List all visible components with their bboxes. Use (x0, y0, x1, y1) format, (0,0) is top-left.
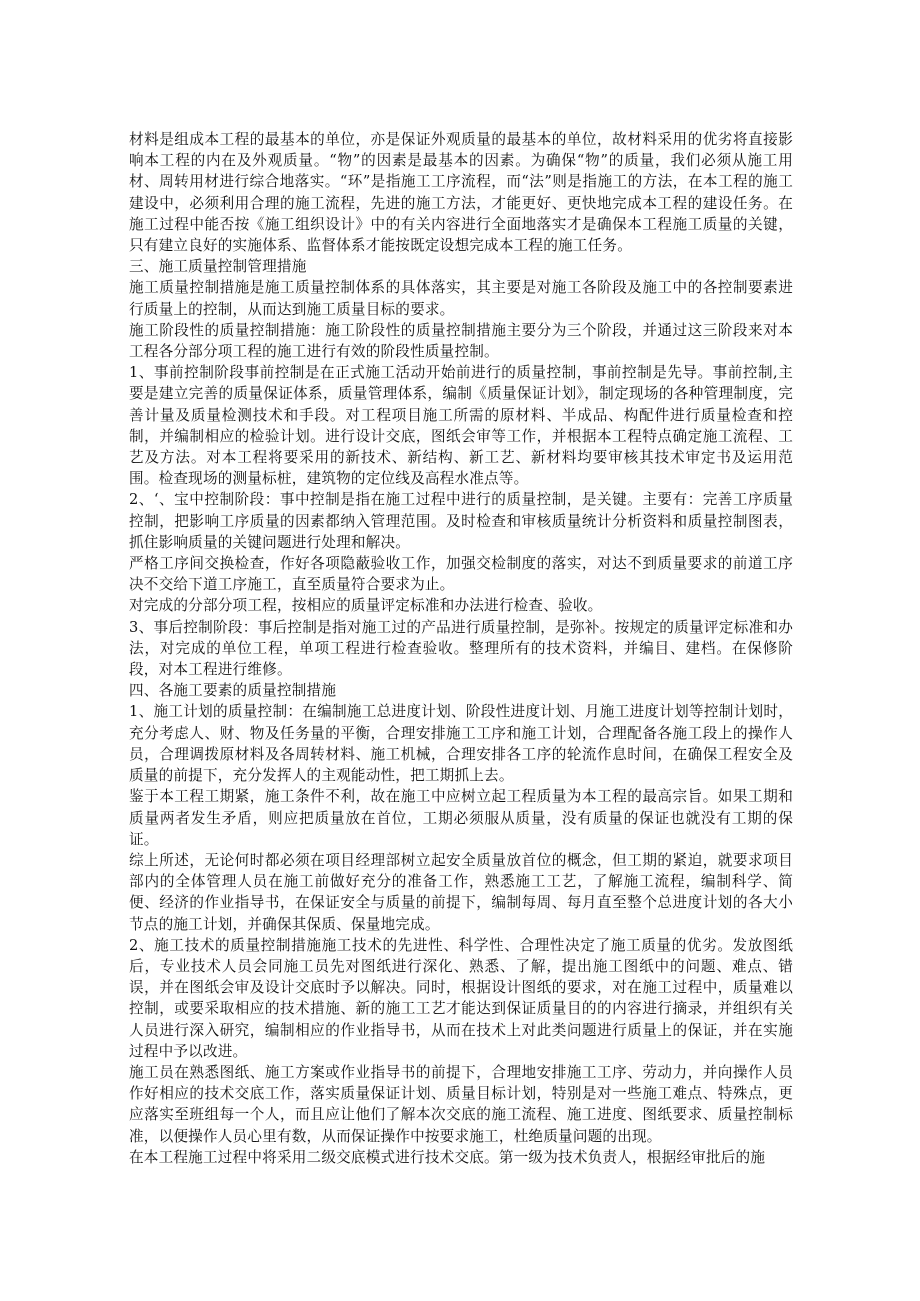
paragraph-in-process-control: 2、‘、宝中控制阶段：事中控制是指在施工过程中进行的质量控制，是关键。主要有：完善工序质量控制，把影响工序质量的因素都纳入管理范围。及时检查和审核质量统计分析资料和质量控制图表，抓住影响质量的关键问题进行处理和解决。 (129, 491, 793, 551)
paragraph-quality-first: 鉴于本工程工期紧，施工条件不利，故在施工中应树立起工程质量为本工程的最高宗旨。如果工期和质量两者发生矛盾，则应把质量放在首位，工期必须服从质量，没有质量的保证也就没有工期的保证。 (129, 788, 793, 848)
section-heading-3: 三、施工质量控制管理措施 (129, 258, 307, 276)
paragraph-summary: 综上所述，无论何时都必须在项目经理部树立起安全质量放首位的概念，但工期的紧迫，就要求项目部内的全体管理人员在施工前做好充分的准备工作，熟悉施工工艺，了解施工流程，编制科学、简便、经济的作业指导书，在保证安全与质量的前提下，编制每周、每月直至整个总进度计划的各大小节点的施工计划，并确保其保质、保量地完成。 (129, 851, 793, 933)
paragraph-schedule-quality: 1、施工计划的质量控制：在编制施工总进度计划、阶段性进度计划、月施工进度计划等控制计划时，充分考虑人、财、物及任务量的平衡，合理安排施工工序和施工计划，合理配备各施工段上的操作人员，合理调拨原材料及各周转材料、施工机械，合理安排各工序的轮流作息时间，在确保工程安全及质量的前提下，充分发挥人的主观能动性，把工期抓上去。 (129, 703, 793, 785)
paragraph-phase-control: 施工阶段性的质量控制措施：施工阶段性的质量控制措施主要分为三个阶段，并通过这三阶段来对本工程各分部分项工程的施工进行有效的阶段性质量控制。 (129, 321, 793, 361)
paragraph-acceptance: 对完成的分部分项工程，按相应的质量评定标准和办法进行检查、验收。 (129, 597, 603, 615)
paragraph-materials-environment-method: 材料是组成本工程的最基本的单位，亦是保证外观质量的最基本的单位，故材料采用的优劣将直接影响本工程的内在及外观质量。“物”的因素是最基本的因素。为确保“物”的质量，我们必须从施工用材、周转用材进行综合地落实。“环”是指施工工序流程，而“法”则是指施工的方法，在本工程的施工建设中，必须利用合理的施工流程，先进的施工方法，才能更好、更快地完成本工程的建设任务。在施工过程中能否按《施工组织设计》中的有关内容进行全面地落实才是确保本工程施工质量的关键，只有建立良好的实施体系、监督体系才能按既定设想完成本工程的施工任务。 (129, 131, 793, 255)
paragraph-quality-control-measures: 施工质量控制措施是施工质量控制体系的具体落实，其主要是对施工各阶段及施工中的各控制要素进行质量上的控制，从而达到施工质量目标的要求。 (129, 279, 793, 318)
section-heading-4: 四、各施工要素的质量控制措施 (129, 682, 337, 700)
paragraph-two-level-briefing: 在本工程施工过程中将采用二级交底模式进行技术交底。第一级为技术负责人，根据经审批后的施 (129, 1148, 766, 1166)
paragraph-pre-control: 1、事前控制阶段事前控制是在正式施工活动开始前进行的质量控制，事前控制是先导。事前控制,主要是建立完善的质量保证体系，质量管理体系，编制《质量保证计划》，制定现场的各种管理制度，完善计量及质量检测技术和手段。对工程项目施工所需的原材料、半成品、构配件进行质量检查和控制，并编制相应的检验计划。进行设计交底，图纸会审等工作，并根据本工程特点确定施工流程、工艺及方法。对本工程将要采用的新技术、新结构、新工艺、新材料均要审核其技术审定书及运用范围。检查现场的测量标桩，建筑物的定位线及高程水准点等。 (129, 364, 793, 488)
document-page (129, 129, 793, 1168)
paragraph-handover-inspection: 严格工序间交换检查，作好各项隐蔽验收工作，加强交检制度的落实，对达不到质量要求的前道工序决不交给下道工序施工，直至质量符合要求为止。 (129, 555, 793, 594)
paragraph-technical-briefing: 施工员在熟悉图纸、施工方案或作业指导书的前提下，合理地安排施工工序、劳动力，并向操作人员作好相应的技术交底工作，落实质量保证计划、质量目标计划，特别是对一些施工难点、特殊点，更应落实至班组每一个人，而且应让他们了解本次交底的施工流程、施工进度、图纸要求、质量控制标准，以便操作人员心里有数，从而保证操作中按要求施工，杜绝质量问题的出现。 (129, 1063, 793, 1145)
paragraph-technical-quality: 2、施工技术的质量控制措施施工技术的先进性、科学性、合理性决定了施工质量的优劣。发放图纸后，专业技术人员会同施工员先对图纸进行深化、熟悉、了解，提出施工图纸中的问题、难点、错误，并在图纸会审及设计交底时予以解决。同时，根据设计图纸的要求，对在施工过程中，质量难以控制，或要采取相应的技术措施、新的施工工艺才能达到保证质量目的的内容进行摘录，并组织有关人员进行深入研究，编制相应的作业指导书，从而在技术上对此类问题进行质量上的保证，并在实施过程中予以改进。 (129, 936, 793, 1060)
paragraph-post-control: 3、事后控制阶段：事后控制是指对施工过的产品进行质量控制，是弥补。按规定的质量评定标准和办法，对完成的单位工程，单项工程进行检查验收。整理所有的技术资料，并编目、建档。在保修阶段，对本工程进行维修。 (129, 618, 793, 679)
